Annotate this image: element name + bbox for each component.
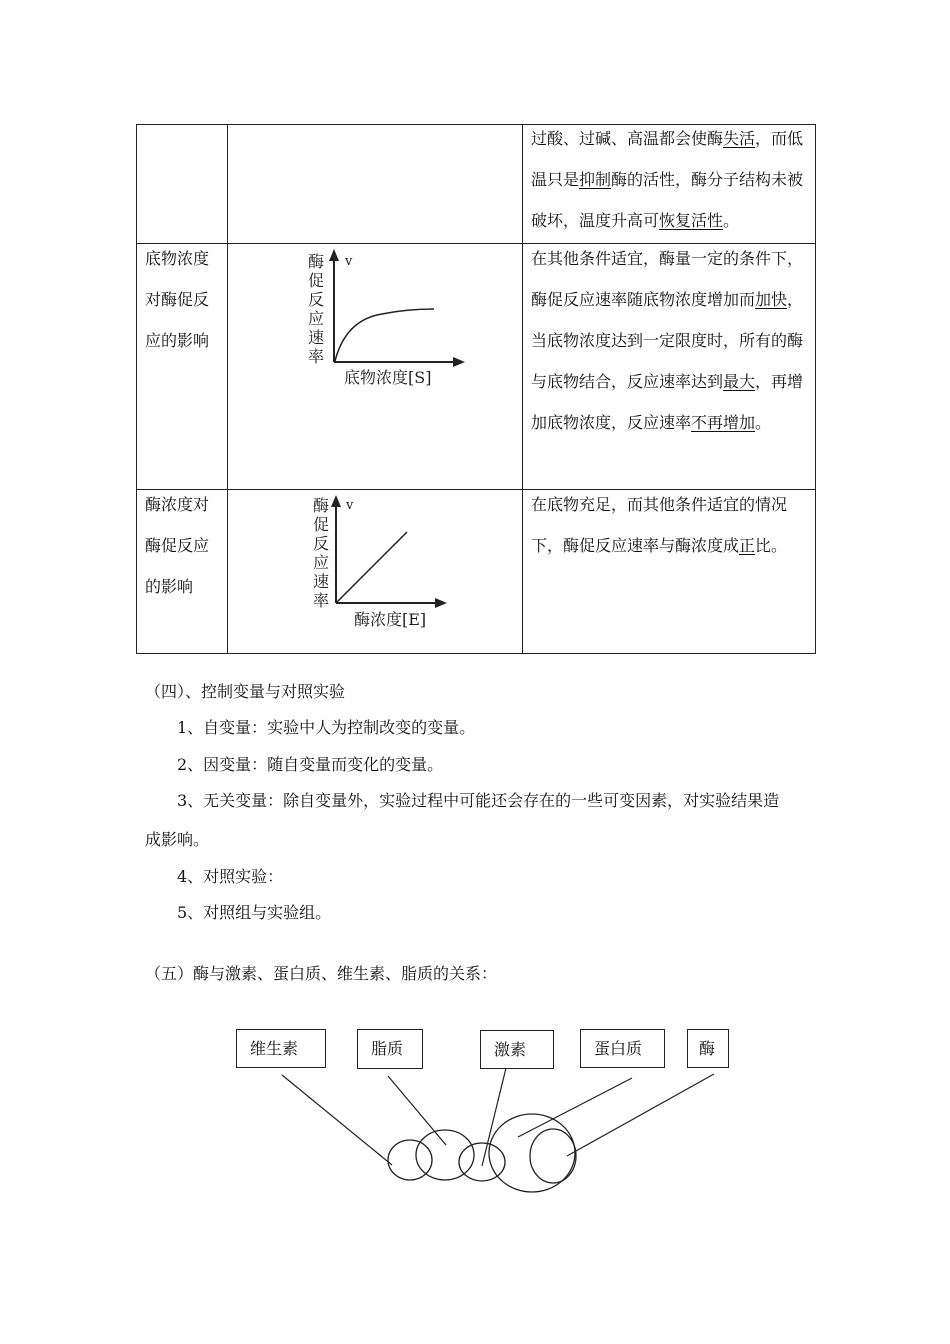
substrate-graph-ylabel: 酶促反应速率 bbox=[308, 252, 325, 366]
box-hormone bbox=[480, 1030, 554, 1069]
section4-heading: （四）、控制变量与对照实验 bbox=[145, 682, 346, 701]
row1-description bbox=[531, 118, 807, 241]
box-enzyme-label: 酶 bbox=[699, 1039, 716, 1058]
row3-label: 酶浓度对酶促反应的影响 bbox=[145, 495, 210, 596]
text-run: 比。 bbox=[755, 536, 788, 555]
underlined-term: 不再增加 bbox=[691, 413, 756, 432]
text-run: ，而低温只是 bbox=[531, 129, 804, 189]
section4-item-5: 5、对照组与实验组。 bbox=[177, 903, 332, 922]
underlined-term: 加快 bbox=[755, 290, 788, 309]
underlined-term: 最大 bbox=[723, 372, 756, 391]
enzyme-graph-xlabel: 酶浓度[E] bbox=[354, 610, 427, 629]
substrate-graph-yvar: v bbox=[345, 254, 353, 269]
box-lipid-label: 脂质 bbox=[371, 1039, 404, 1058]
text-run: 过酸、过碱、高温都会使酶 bbox=[531, 129, 724, 148]
box-vitamin bbox=[236, 1029, 326, 1068]
box-enzyme bbox=[687, 1029, 729, 1068]
row3-description bbox=[531, 484, 807, 566]
section4-item-3: 3、无关变量：除自变量外，实验过程中可能还会存在的一些可变因素，对实验结果造 bbox=[177, 791, 780, 810]
substrate-graph-xlabel: 底物浓度[S] bbox=[344, 368, 432, 387]
text-run: ，再增加底物浓度，反应速率 bbox=[531, 372, 804, 432]
underlined-term: 恢复活性 bbox=[659, 211, 724, 230]
text-run: 。 bbox=[723, 211, 740, 230]
underlined-term: 失活 bbox=[723, 129, 756, 148]
text-run: 。 bbox=[755, 413, 772, 432]
text-run: 在其他条件适宜，酶量一定的条件下，酶促反应速率随底物浓度增加而 bbox=[531, 249, 804, 309]
substrate-concentration-graph bbox=[282, 244, 468, 394]
enzyme-graph-ylabel: 酶促反应速率 bbox=[313, 496, 330, 610]
row2-description bbox=[531, 238, 807, 443]
text-run: 酶的活性，酶分子结构未被破坏，温度升高可 bbox=[531, 170, 804, 230]
section5-heading: （五）酶与激素、蛋白质、维生素、脂质的关系： bbox=[145, 964, 498, 983]
box-protein bbox=[580, 1029, 665, 1068]
section4-item-2: 2、因变量：随自变量而变化的变量。 bbox=[177, 755, 444, 774]
underlined-term: 抑制 bbox=[579, 170, 612, 189]
text-run: ，当底物浓度达到一定限度时，所有的酶与底物结合，反应速率达到 bbox=[531, 290, 804, 391]
underlined-term: 正 bbox=[739, 536, 756, 555]
text-run: 在底物充足，而其他条件适宜的情况下，酶促反应速率与酶浓度成 bbox=[531, 495, 788, 555]
section4-item-1: 1、自变量：实验中人为控制改变的变量。 bbox=[177, 718, 476, 737]
section4-item-4: 4、对照实验： bbox=[177, 867, 284, 886]
box-hormone-label: 激素 bbox=[494, 1040, 527, 1059]
venn-diagram-svg bbox=[0, 1020, 950, 1200]
box-protein-label: 蛋白质 bbox=[594, 1039, 643, 1058]
section4-item-3-cont: 成影响。 bbox=[145, 830, 210, 849]
enzyme-graph-yvar: v bbox=[346, 498, 354, 513]
box-lipid bbox=[357, 1029, 423, 1069]
box-vitamin-label: 维生素 bbox=[250, 1039, 299, 1058]
enzyme-concentration-graph bbox=[290, 490, 458, 638]
row2-label: 底物浓度对酶促反应的影响 bbox=[145, 249, 210, 350]
